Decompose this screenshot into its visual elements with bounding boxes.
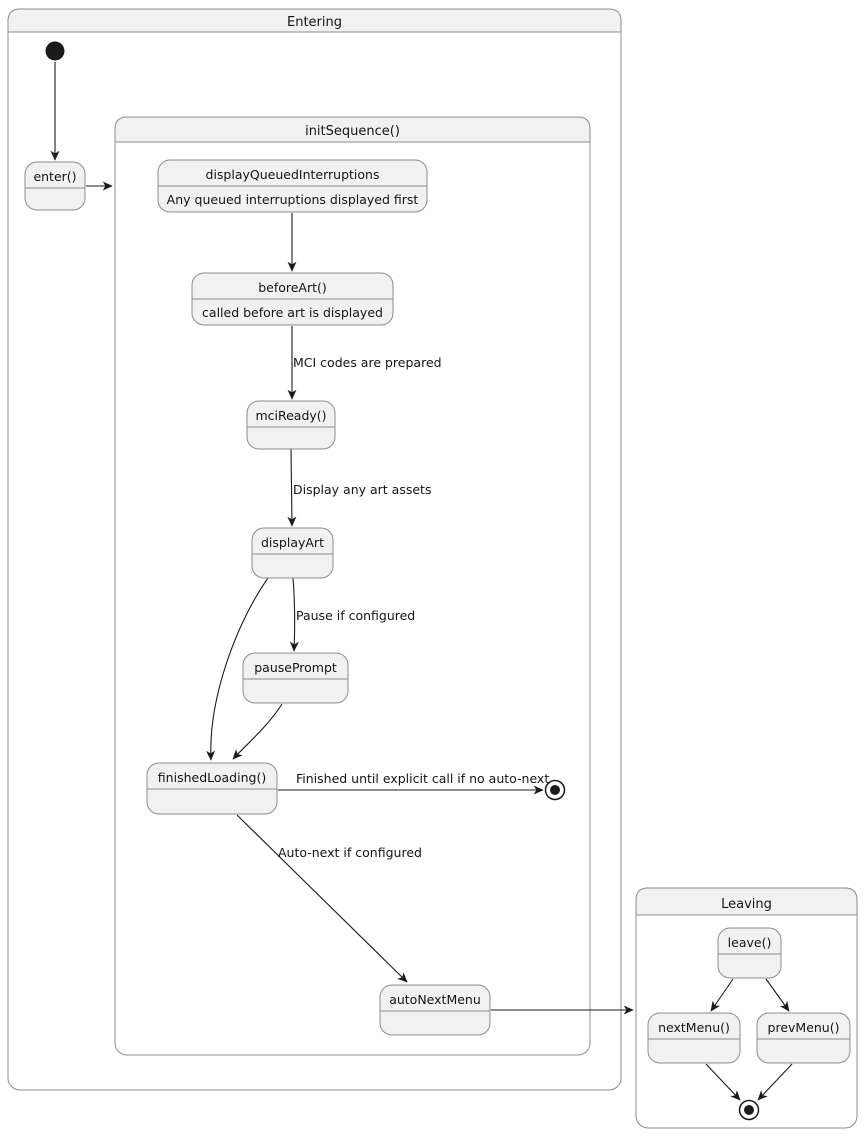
state-enter-label: enter() [33,169,77,184]
initial-state-dot [46,42,65,61]
state-mci-ready-label: mciReady() [255,408,327,423]
container-leaving [636,888,857,1128]
state-auto-next-menu [380,985,490,1035]
edge-label-display-assets: Display any art assets [293,482,432,497]
state-finished-loading [147,763,277,814]
state-mci-ready [247,401,335,449]
state-pause-prompt-label: pausePrompt [254,660,337,675]
state-leave [718,928,781,978]
container-entering-title: Entering [287,15,342,30]
container-init-sequence-title: initSequence() [305,124,400,139]
final-state-leaving [740,1101,759,1120]
container-leaving-title: Leaving [721,897,772,912]
container-leaving-frame [636,888,857,1128]
final-state-entering-dot [550,785,560,795]
state-pause-prompt [243,653,348,703]
edge-label-finished-until: Finished until explicit call if no auto-next [296,771,550,786]
state-before-art-label: beforeArt() [258,280,327,295]
state-before-art-note: called before art is displayed [202,305,383,320]
state-display-queued-interruptions-label: displayQueuedInterruptions [205,167,380,182]
edge-label-auto-next: Auto-next if configured [278,845,422,860]
edge-label-mci-codes: MCI codes are prepared [293,355,442,370]
state-display-queued-interruptions [158,160,427,212]
state-auto-next-menu-label: autoNextMenu [389,992,481,1007]
state-next-menu-label: nextMenu() [658,1020,730,1035]
state-display-queued-interruptions-note: Any queued interruptions displayed first [166,192,419,207]
container-init-sequence [115,117,590,1055]
state-finished-loading-label: finishedLoading() [157,770,267,785]
state-enter [25,162,85,210]
state-display-art-label: displayArt [261,535,324,550]
edge-label-pause-if-configured: Pause if configured [296,608,416,623]
state-prev-menu [757,1013,850,1063]
state-display-art [252,528,333,578]
state-leave-label: leave() [727,935,772,950]
state-next-menu [648,1013,740,1063]
container-init-sequence-frame [115,117,590,1055]
state-before-art [192,273,393,325]
state-prev-menu-label: prevMenu() [767,1020,840,1035]
final-state-leaving-dot [744,1105,754,1115]
